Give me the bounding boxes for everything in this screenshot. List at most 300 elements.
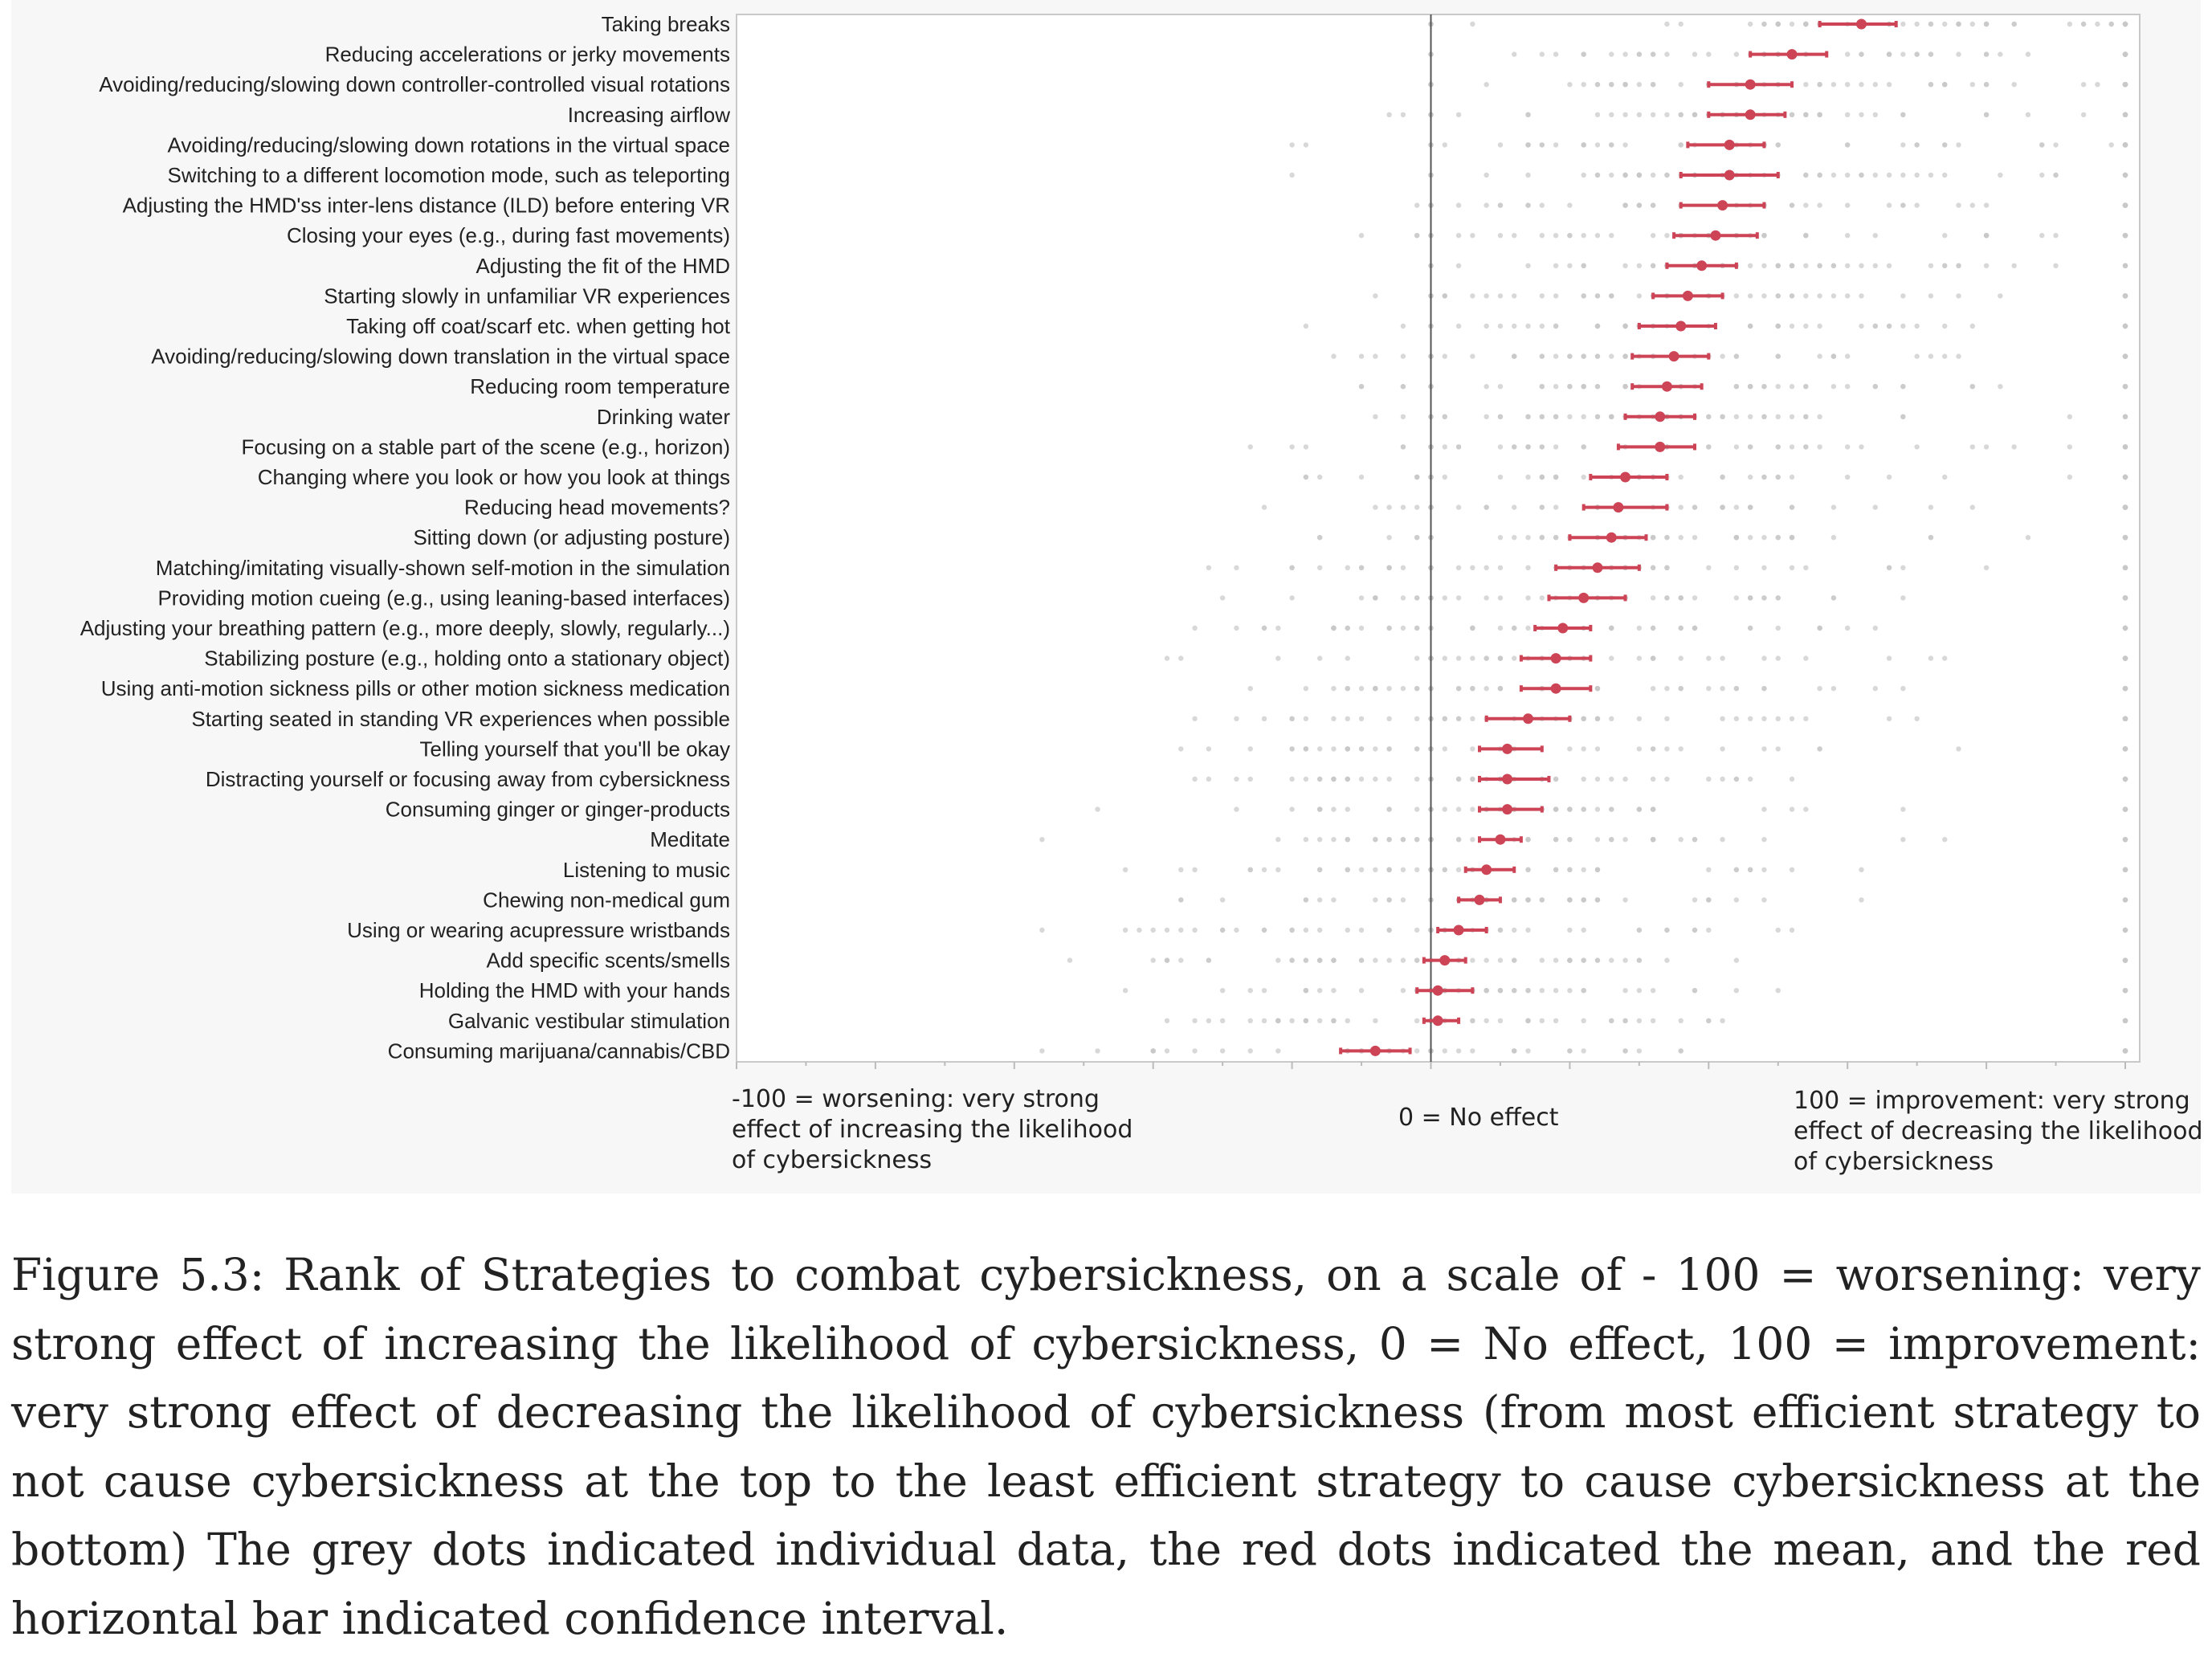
individual-dot [1359,475,1364,480]
individual-dot [1748,535,1753,540]
individual-dot [1734,595,1739,600]
individual-dot [1553,233,1558,238]
individual-dot [1443,655,1447,660]
mean-dot [1675,321,1686,332]
individual-dot [1401,867,1406,872]
individual-dot [1456,595,1461,600]
individual-dot [1304,444,1308,449]
individual-dot [1706,867,1711,872]
individual-dot [1567,837,1572,842]
individual-dot [1817,444,1822,449]
individual-dot [1817,263,1822,268]
individual-dot [1817,414,1822,419]
individual-dot [1206,746,1211,751]
individual-dot [1790,504,1794,509]
individual-dot [1970,444,1975,449]
individual-dot [1373,293,1377,298]
individual-dot [2123,142,2128,147]
individual-dot [1553,293,1558,298]
category-label: Meditate [650,827,730,852]
individual-dot [1540,957,1545,962]
individual-dot [1622,112,1627,117]
individual-dot [2095,22,2100,27]
individual-dot [1470,837,1475,842]
individual-dot [1386,686,1391,691]
individual-dot [1776,535,1781,540]
category-label: Holding the HMD with your hands [418,978,730,1003]
category-label: Listening to music [562,857,730,882]
category-label: Telling yourself that you'll be okay [419,737,730,761]
individual-dot [1304,928,1308,933]
individual-dot [1525,444,1530,449]
individual-dot [1637,806,1642,811]
individual-dot [2123,928,2128,933]
individual-dot [2011,263,2016,268]
individual-dot [1401,988,1406,993]
individual-dot [1845,353,1850,358]
mean-dot [1856,19,1867,30]
mean-dot [1523,713,1533,724]
individual-dot [1706,565,1711,570]
individual-dot [1470,716,1475,721]
individual-dot [1525,414,1530,419]
individual-dot [1456,202,1461,207]
individual-dot [1386,626,1391,631]
individual-dot [1512,444,1516,449]
individual-dot [1873,324,1878,329]
individual-dot [1443,595,1447,600]
individual-dot [1275,1048,1280,1053]
individual-dot [1651,535,1655,540]
individual-dot [2123,202,2128,207]
individual-dot [1470,233,1475,238]
individual-dot [1679,626,1683,631]
individual-dot [2039,173,2044,178]
individual-dot [1498,565,1503,570]
individual-dot [1734,535,1739,540]
individual-dot [1803,82,1808,87]
individual-dot [1317,777,1322,782]
individual-dot [2011,82,2016,87]
individual-dot [1595,746,1600,751]
individual-dot [1275,837,1280,842]
individual-dot [1748,626,1753,631]
individual-dot [1512,293,1516,298]
individual-dot [1776,626,1781,631]
individual-dot [1790,324,1794,329]
individual-dot [1498,928,1503,933]
individual-dot [1928,51,1933,56]
individual-dot [1664,173,1669,178]
individual-dot [1345,1018,1350,1023]
individual-dot [1873,263,1878,268]
individual-dot [1178,867,1183,872]
individual-dot [1317,655,1322,660]
individual-dot [1401,504,1406,509]
individual-dot [1039,837,1044,842]
individual-dot [1470,686,1475,691]
individual-dot [1289,957,1294,962]
individual-dot [1692,595,1697,600]
individual-dot [2123,716,2128,721]
individual-dot [1679,746,1683,751]
individual-dot [1525,173,1530,178]
individual-dot [1734,716,1739,721]
individual-dot [1706,444,1711,449]
individual-dot [1790,806,1794,811]
individual-dot [1234,716,1239,721]
individual-dot [1484,957,1488,962]
individual-dot [1498,595,1503,600]
individual-dot [1331,1018,1336,1023]
individual-dot [1359,746,1364,751]
individual-dot [1401,112,1406,117]
individual-dot [1553,353,1558,358]
individual-dot [2123,595,2128,600]
individual-dot [1984,263,1989,268]
individual-dot [1942,82,1947,87]
mean-dot [1787,49,1798,59]
individual-dot [1637,1018,1642,1023]
individual-dot [1790,777,1794,782]
individual-dot [1553,1018,1558,1023]
individual-dot [1914,353,1919,358]
individual-dot [1220,1048,1225,1053]
individual-dot [1220,928,1225,933]
individual-dot [1498,1018,1503,1023]
mean-dot [1433,1015,1443,1026]
individual-dot [1123,928,1128,933]
individual-dot [1470,746,1475,751]
individual-dot [1761,806,1766,811]
individual-dot [1900,22,1905,27]
individual-dot [1664,233,1669,238]
individual-dot [1651,988,1655,993]
individual-dot [1748,716,1753,721]
individual-dot [1567,867,1572,872]
individual-dot [1734,957,1739,962]
individual-dot [1914,324,1919,329]
individual-dot [1831,504,1836,509]
individual-dot [1262,716,1267,721]
individual-dot [1595,414,1600,419]
individual-dot [1470,565,1475,570]
category-label: Starting seated in standing VR experiences when possible [191,706,730,731]
individual-dot [1595,686,1600,691]
mean-dot [1710,231,1720,241]
individual-dot [1165,928,1169,933]
individual-dot [1262,626,1267,631]
individual-dot [2123,353,2128,358]
individual-dot [1887,173,1892,178]
individual-dot [1289,142,1294,147]
individual-dot [1637,263,1642,268]
individual-dot [1873,233,1878,238]
individual-dot [1234,928,1239,933]
individual-dot [1984,112,1989,117]
individual-dot [1581,777,1586,782]
individual-dot [1748,595,1753,600]
individual-dot [1664,716,1669,721]
mean-dot [1502,774,1512,785]
individual-dot [1456,263,1461,268]
strategy-rank-chart [11,0,2201,1194]
individual-dot [1720,504,1724,509]
individual-dot [1512,626,1516,631]
individual-dot [1651,686,1655,691]
individual-dot [2109,142,2114,147]
individual-dot [2039,142,2044,147]
individual-dot [2123,746,2128,751]
individual-dot [1553,988,1558,993]
individual-dot [1928,535,1933,540]
individual-dot [1331,716,1336,721]
individual-dot [1567,988,1572,993]
individual-dot [1581,444,1586,449]
individual-dot [1192,1018,1197,1023]
individual-dot [1331,746,1336,751]
individual-dot [1651,626,1655,631]
category-label: Starting slowly in unfamiliar VR experiences [324,284,730,308]
individual-dot [1637,51,1642,56]
mean-dot [1557,623,1568,634]
individual-dot [1525,112,1530,117]
individual-dot [1386,535,1391,540]
individual-dot [1845,475,1850,480]
individual-dot [1525,324,1530,329]
category-label: Consuming ginger or ginger-products [385,797,730,822]
individual-dot [1817,324,1822,329]
individual-dot [1317,897,1322,902]
individual-dot [1386,897,1391,902]
individual-dot [1512,324,1516,329]
individual-dot [1595,957,1600,962]
individual-dot [1443,716,1447,721]
individual-dot [1345,928,1350,933]
individual-dot [1443,806,1447,811]
individual-dot [1859,324,1863,329]
mean-dot [1696,260,1707,271]
individual-dot [1331,897,1336,902]
individual-dot [1248,1048,1253,1053]
individual-dot [2123,112,2128,117]
individual-dot [2026,112,2030,117]
individual-dot [1679,837,1683,842]
individual-dot [1776,263,1781,268]
category-label: Avoiding/reducing/slowing down translation in the virtual space [151,344,730,369]
individual-dot [1679,1048,1683,1053]
individual-dot [2039,233,2044,238]
individual-dot [1679,1018,1683,1023]
individual-dot [1956,22,1961,27]
individual-dot [1359,957,1364,962]
individual-dot [1595,112,1600,117]
individual-dot [1900,324,1905,329]
individual-dot [1622,353,1627,358]
individual-dot [1525,626,1530,631]
category-label: Sitting down (or adjusting posture) [413,525,730,550]
individual-dot [1790,202,1794,207]
individual-dot [2067,475,2072,480]
mean-dot [1578,593,1589,603]
individual-dot [1831,686,1836,691]
mean-dot [1613,502,1623,512]
individual-dot [1317,746,1322,751]
individual-dot [1928,293,1933,298]
individual-dot [1095,806,1100,811]
individual-dot [1803,173,1808,178]
individual-dot [1887,324,1892,329]
individual-dot [1956,263,1961,268]
individual-dot [1720,777,1724,782]
individual-dot [1567,263,1572,268]
individual-dot [1581,746,1586,751]
individual-dot [1359,777,1364,782]
individual-dot [1914,173,1919,178]
individual-dot [1304,475,1308,480]
individual-dot [1637,293,1642,298]
individual-dot [1581,475,1586,480]
individual-dot [1553,957,1558,962]
individual-dot [1178,746,1183,751]
individual-dot [1373,897,1377,902]
individual-dot [1651,746,1655,751]
individual-dot [1595,233,1600,238]
individual-dot [1664,565,1669,570]
individual-dot [1790,22,1794,27]
individual-dot [1622,1018,1627,1023]
individual-dot [1414,777,1419,782]
individual-dot [1540,1018,1545,1023]
individual-dot [1651,565,1655,570]
individual-dot [1498,202,1503,207]
individual-dot [1317,806,1322,811]
individual-dot [1484,324,1488,329]
individual-dot [1692,504,1697,509]
individual-dot [1734,353,1739,358]
mean-dot [1655,442,1665,452]
individual-dot [1622,897,1627,902]
individual-dot [1748,324,1753,329]
individual-dot [1498,957,1503,962]
individual-dot [1248,686,1253,691]
individual-dot [1165,1048,1169,1053]
individual-dot [1401,626,1406,631]
individual-dot [1664,595,1669,600]
individual-dot [1512,353,1516,358]
individual-dot [1887,51,1892,56]
individual-dot [1942,655,1947,660]
individual-dot [1567,746,1572,751]
individual-dot [1803,414,1808,419]
individual-dot [1414,716,1419,721]
individual-dot [1679,82,1683,87]
individual-dot [1359,928,1364,933]
individual-dot [1498,626,1503,631]
individual-dot [1275,626,1280,631]
individual-dot [1692,837,1697,842]
individual-dot [2123,1018,2128,1023]
individual-dot [1845,82,1850,87]
individual-dot [1373,1018,1377,1023]
individual-dot [1484,1018,1488,1023]
individual-dot [1817,293,1822,298]
individual-dot [1414,535,1419,540]
individual-dot [1262,504,1267,509]
individual-dot [1734,988,1739,993]
individual-dot [1401,837,1406,842]
individual-dot [1692,988,1697,993]
individual-dot [1512,988,1516,993]
individual-dot [1734,777,1739,782]
mean-dot [1745,80,1756,90]
mean-dot [1433,986,1443,996]
individual-dot [1900,142,1905,147]
individual-dot [1456,806,1461,811]
individual-dot [1942,475,1947,480]
individual-dot [1664,22,1669,27]
individual-dot [1595,173,1600,178]
individual-dot [1776,746,1781,751]
individual-dot [1609,1018,1614,1023]
individual-dot [2123,957,2128,962]
individual-dot [1456,686,1461,691]
individual-dot [1622,324,1627,329]
individual-dot [1414,867,1419,872]
individual-dot [1970,22,1975,27]
individual-dot [1651,263,1655,268]
individual-dot [1289,595,1294,600]
individual-dot [1761,746,1766,751]
individual-dot [1776,293,1781,298]
individual-dot [1359,353,1364,358]
individual-dot [1845,626,1850,631]
individual-dot [1622,82,1627,87]
individual-dot [1498,655,1503,660]
individual-dot [1178,957,1183,962]
individual-dot [1567,353,1572,358]
individual-dot [1345,837,1350,842]
individual-dot [1873,112,1878,117]
individual-dot [1790,293,1794,298]
individual-dot [1761,414,1766,419]
individual-dot [1622,384,1627,389]
individual-dot [1776,988,1781,993]
individual-dot [1304,1018,1308,1023]
individual-dot [2011,444,2016,449]
individual-dot [1817,202,1822,207]
individual-dot [1317,928,1322,933]
individual-dot [1345,686,1350,691]
individual-dot [1637,202,1642,207]
individual-dot [2123,867,2128,872]
individual-dot [1401,957,1406,962]
individual-dot [1540,293,1545,298]
individual-dot [2123,444,2128,449]
individual-dot [1776,716,1781,721]
individual-dot [1581,263,1586,268]
individual-dot [1803,263,1808,268]
mean-dot [1662,382,1672,392]
individual-dot [1304,988,1308,993]
mean-dot [1669,351,1679,361]
individual-dot [1817,626,1822,631]
individual-dot [1304,897,1308,902]
individual-dot [1803,112,1808,117]
individual-dot [1734,504,1739,509]
individual-dot [1637,112,1642,117]
individual-dot [1790,263,1794,268]
